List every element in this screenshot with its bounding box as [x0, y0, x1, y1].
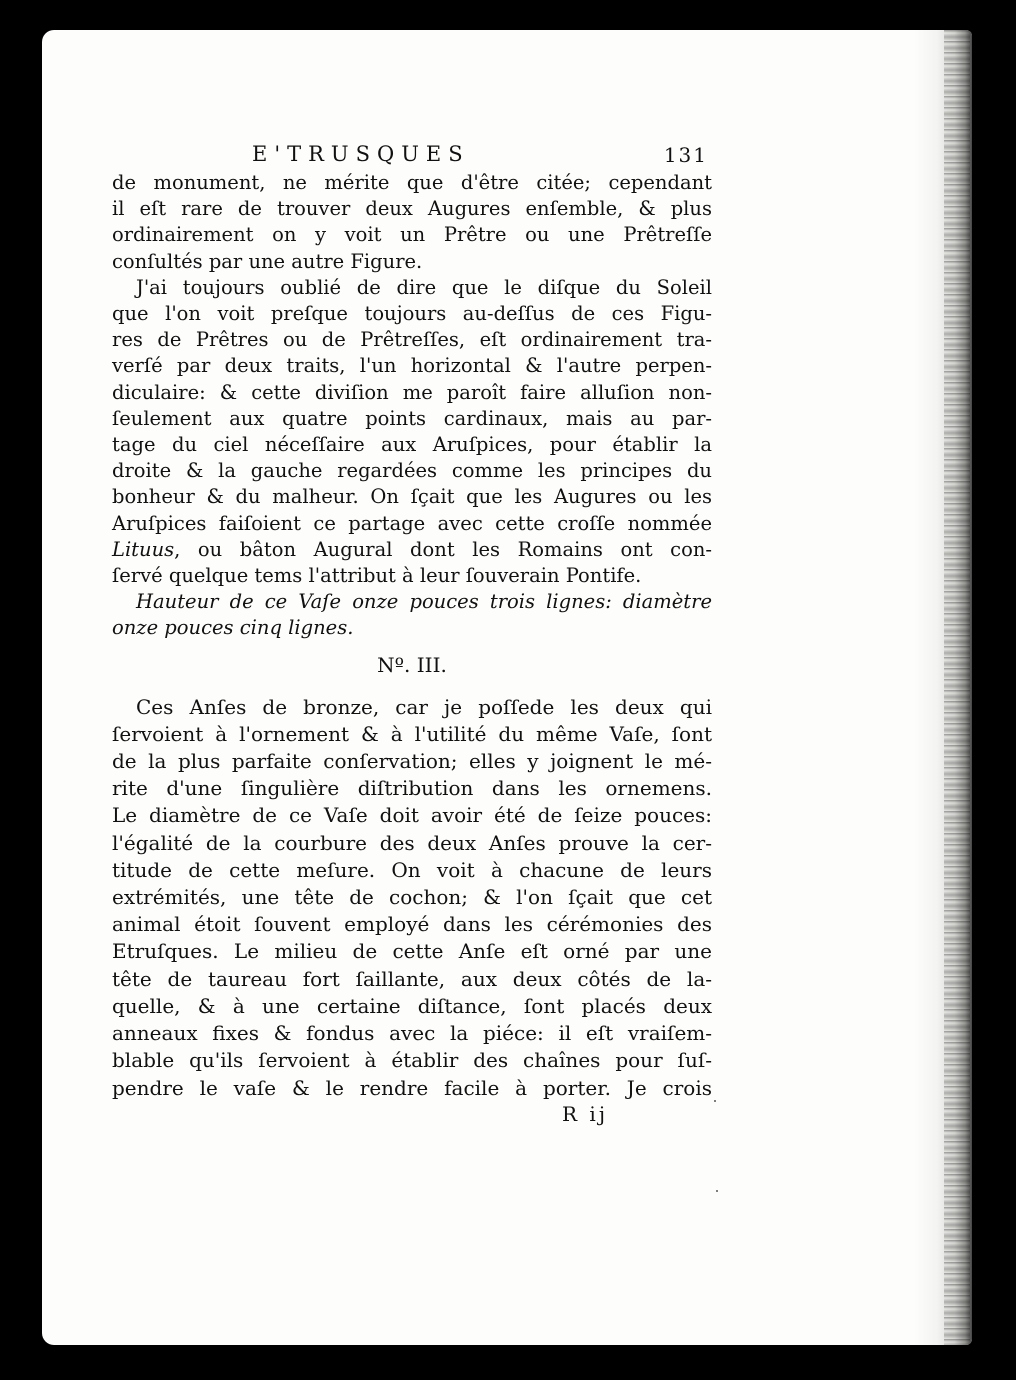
text-line: ordinairement on y voit un Prêtre ou une Prêtreſſe — [112, 223, 712, 247]
paragraph-3 — [112, 694, 712, 1102]
text-line: res de Prêtres ou de Prêtreſſes, eſt ordinairement tra- — [112, 328, 712, 352]
text-line: l'égalité de la courbure des deux Anſes prouve la cer- — [112, 830, 712, 855]
text-line: extrémités, une tête de cochon; & l'on ſçait que cet — [112, 885, 712, 910]
lituus-word: Lituus — [112, 537, 175, 561]
page-number: 131 — [663, 143, 708, 167]
book-page — [42, 30, 972, 1345]
section-heading: Nº. III. — [377, 652, 447, 677]
text-line: diculaire: & cette diviſion me paroît faire alluſion non- — [112, 380, 712, 404]
text-line: rite d'une ſingulière diſtribution dans les ornemens. — [112, 776, 712, 801]
text-line: animal étoit ſouvent employé dans les cérémonies des — [112, 912, 712, 937]
text-line: droite & la gauche regardées comme les principes du — [112, 459, 712, 483]
text-line: J'ai toujours oublié de dire que le diſque du Soleil — [136, 275, 712, 299]
lituus-line-rest: , ou bâton Augural dont les Romains ont con- — [174, 537, 712, 561]
text-line: titude de cette meſure. On voit à chacune de leurs — [112, 857, 712, 882]
text-line: tête de taureau fort ſaillante, aux deux côtés de la- — [112, 966, 712, 991]
text-line: de monument, ne mérite que d'être citée; cependant — [112, 171, 712, 194]
text-line: onze pouces cinq lignes. — [112, 616, 354, 640]
signature-mark-row — [112, 1102, 712, 1128]
text-line: ſervoient à l'ornement & à l'utilité du même Vaſe, ſont — [112, 721, 712, 746]
text-line: Hauteur de ce Vaſe onze pouces trois lignes: diamètre — [136, 590, 712, 614]
text-line: bonheur & du malheur. On ſçait que les Augures ou les — [112, 485, 712, 509]
text-line: anneaux fixes & fondus avec la piéce: il eſt vraiſem- — [112, 1021, 712, 1046]
text-line: de la plus parfaite conſervation; elles y joignent le mé- — [112, 749, 712, 774]
text-line: pendre le vaſe & le rendre facile à porter. Je crois — [112, 1075, 712, 1100]
text-line-lituus — [112, 537, 712, 563]
text-line: Ces Anſes de bronze, car je poſſede les deux qui — [136, 694, 712, 719]
paper-speck — [714, 1100, 716, 1102]
text-line: tage du ciel néceſſaire aux Aruſpices, pour établir la — [112, 433, 712, 457]
page-edge-shadow — [914, 30, 972, 1345]
text-line: blable qu'ils ſervoient à établir des chaînes pour ſuſ- — [112, 1048, 712, 1073]
text-line: il eſt rare de trouver deux Augures enſemble, & plus — [112, 197, 712, 221]
text-block — [112, 142, 712, 1128]
text-line: Aruſpices faiſoient ce partage avec cette croſſe nommée — [112, 511, 712, 535]
measurement-note — [112, 589, 712, 641]
text-line: conſultés par une autre Figure. — [112, 249, 423, 273]
text-line: que l'on voit preſque toujours au-deſſus de ces Figu- — [112, 302, 712, 326]
running-title: E'TRUSQUES — [252, 142, 470, 166]
paper-speck — [716, 1190, 718, 1192]
text-line: Le diamètre de ce Vaſe doit avoir été de ſeize pouces: — [112, 803, 712, 828]
signature-mark: R ij — [562, 1101, 609, 1126]
text-line: verſé par deux traits, l'un horizontal & l'autre perpen- — [112, 354, 712, 378]
text-line: ſeulement aux quatre points cardinaux, mais au par- — [112, 406, 712, 430]
paragraph-2 — [112, 275, 712, 589]
running-head — [112, 142, 712, 168]
text-line: ſervé quelque tems l'attribut à leur ſouverain Pontife. — [112, 564, 642, 588]
text-line: quelle, & à une certaine diſtance, ſont placés deux — [112, 993, 712, 1018]
text-line: Etruſques. Le milieu de cette Anſe eſt orné par une — [112, 939, 712, 964]
paragraph-1 — [112, 170, 712, 275]
